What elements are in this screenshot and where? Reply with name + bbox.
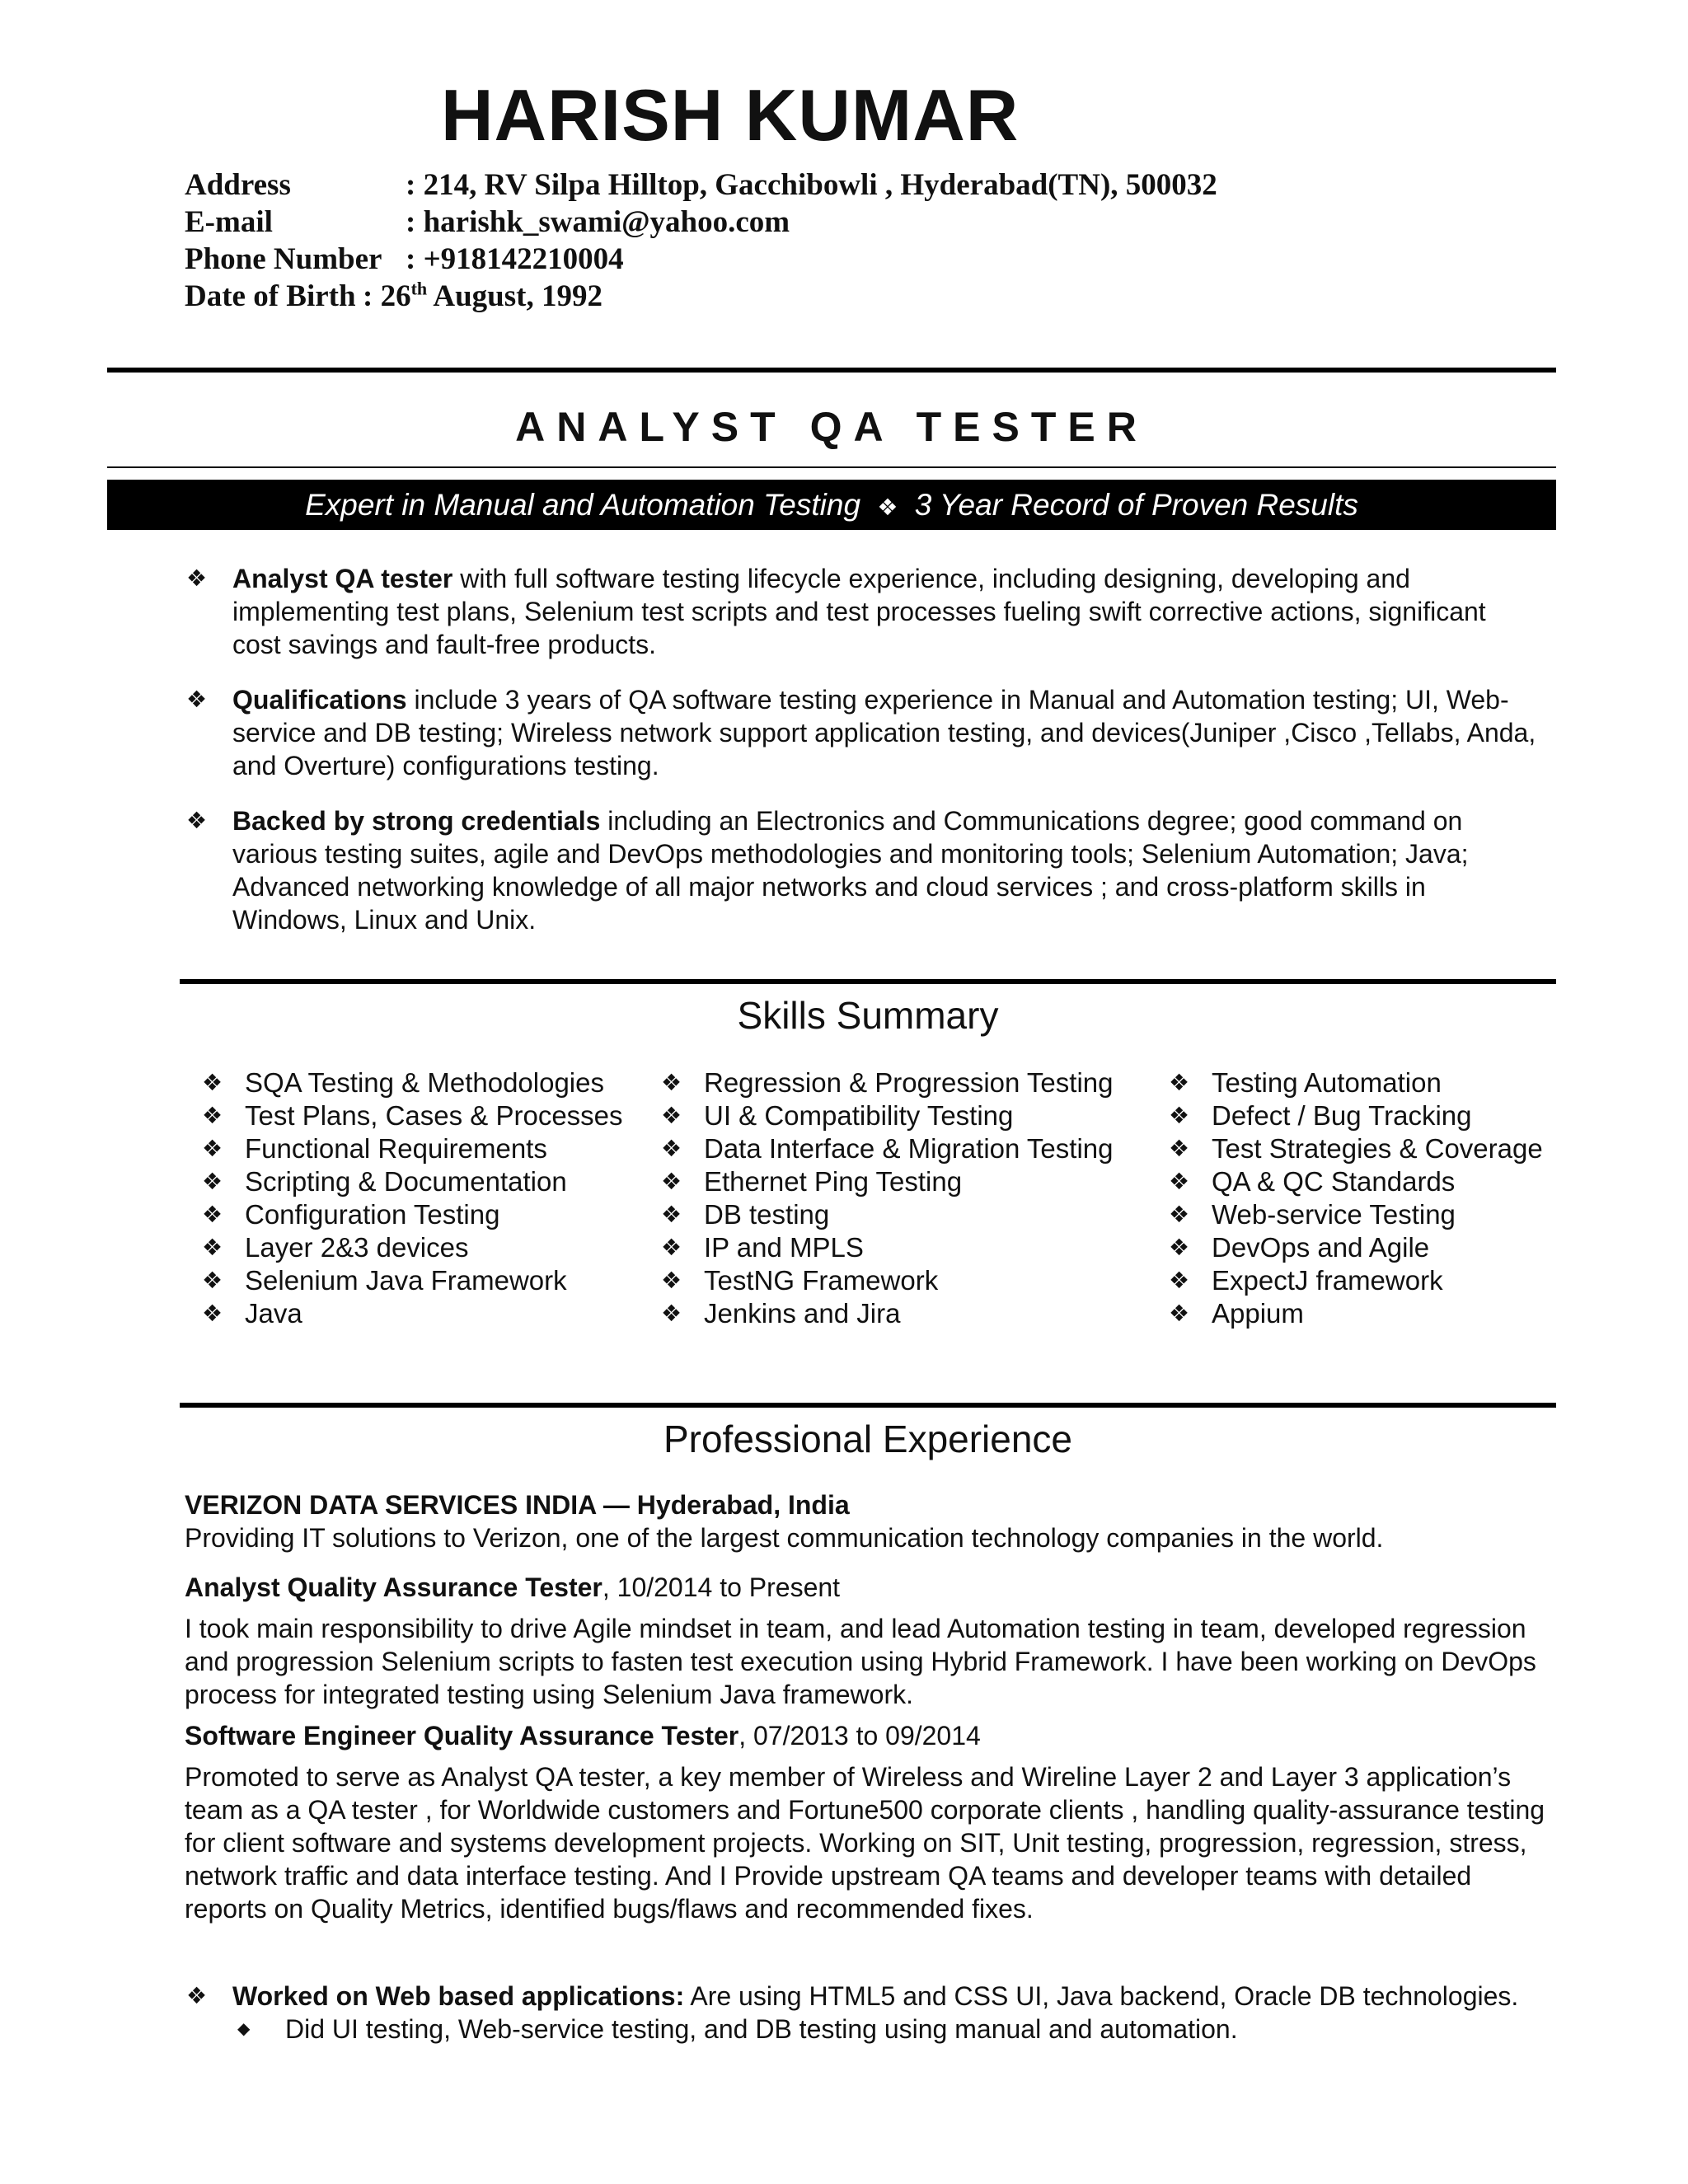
skill-item (202, 1198, 623, 1231)
diamond-bullet-icon: ❖ (1169, 1136, 1190, 1161)
skill-label: Regression & Progression Testing (704, 1067, 1114, 1098)
skill-item (1169, 1165, 1543, 1198)
skill-label: TestNG Framework (704, 1265, 939, 1296)
skills-divider (180, 979, 1556, 984)
diamond-bullet-icon: ❖ (661, 1136, 682, 1161)
diamond-bullet-icon: ❖ (1169, 1301, 1190, 1326)
skill-label: Test Plans, Cases & Processes (245, 1100, 623, 1131)
skill-item (1169, 1264, 1543, 1297)
skill-label: Jenkins and Jira (704, 1298, 901, 1329)
summary-item-lead: Qualifications (232, 685, 407, 715)
role-title: Analyst Quality Assurance Tester (185, 1572, 603, 1602)
role-dates: , 07/2013 to 09/2014 (738, 1721, 981, 1750)
skill-label: Functional Requirements (245, 1133, 547, 1164)
contact-value: : 214, RV Silpa Hilltop, Gacchibowli , Hyderabad(TN), 500032 (406, 168, 1217, 202)
skill-label: ExpectJ framework (1212, 1265, 1443, 1296)
skill-item (661, 1264, 1113, 1297)
skill-item (202, 1066, 623, 1099)
dob-month-year: August, 1992 (427, 279, 603, 313)
skill-item (1169, 1099, 1543, 1132)
diamond-bullet-icon: ❖ (661, 1070, 682, 1095)
web-apps-lead: Worked on Web based applications: (232, 1981, 685, 2011)
dob-suffix: th (410, 278, 428, 299)
role-heading (185, 1719, 1553, 1752)
skill-item (661, 1297, 1113, 1330)
role-title: Software Engineer Quality Assurance Tester (185, 1721, 739, 1750)
small-diamond-bullet-icon: ◆ (237, 2020, 251, 2038)
diamond-bullet-icon: ❖ (661, 1301, 682, 1326)
contact-value (363, 278, 603, 315)
experience-section-title: Professional Experience (663, 1418, 1073, 1460)
title-divider (107, 466, 1556, 468)
diamond-bullet-icon: ❖ (661, 1169, 682, 1194)
skill-label: Layer 2&3 devices (245, 1232, 469, 1263)
skill-item (202, 1264, 623, 1297)
skill-item (202, 1132, 623, 1165)
contact-value: : +918142210004 (406, 242, 624, 276)
contact-value: : harishk_swami@yahoo.com (406, 205, 790, 239)
diamond-bullet-icon: ❖ (661, 1235, 682, 1260)
experience-block (185, 1488, 1553, 1925)
contact-label: Phone Number (185, 242, 382, 276)
diamond-bullet-icon: ❖ (202, 1103, 223, 1128)
banner-right: 3 Year Record of Proven Results (914, 488, 1358, 522)
skill-item (1169, 1132, 1543, 1165)
skill-label: DevOps and Agile (1212, 1232, 1430, 1263)
diamond-bullet-icon: ❖ (1169, 1235, 1190, 1260)
skill-label: UI & Compatibility Testing (704, 1100, 1014, 1131)
summary-item-lead: Analyst QA tester (232, 564, 453, 593)
skill-item (202, 1297, 623, 1330)
dob-day: : 26 (363, 279, 411, 313)
summary-list (186, 562, 1538, 958)
contact-label: Date of Birth (185, 279, 356, 313)
skill-label: Scripting & Documentation (245, 1166, 567, 1197)
skill-label: QA & QC Standards (1212, 1166, 1456, 1197)
diamond-bullet-icon: ❖ (186, 808, 208, 833)
skill-item (1169, 1066, 1543, 1099)
skill-item (202, 1231, 623, 1264)
tagline-banner (107, 480, 1556, 530)
role-heading (185, 1571, 1553, 1604)
summary-item (186, 683, 1538, 782)
web-apps-item (186, 1980, 1538, 2013)
diamond-bullet-icon: ❖ (1169, 1103, 1190, 1128)
skill-item (661, 1165, 1113, 1198)
header-divider (107, 368, 1556, 373)
skill-label: IP and MPLS (704, 1232, 864, 1263)
skill-label: Test Strategies & Coverage (1212, 1133, 1543, 1164)
skill-label: Defect / Bug Tracking (1212, 1100, 1472, 1131)
skill-label: Java (245, 1298, 302, 1329)
skill-label: Data Interface & Migration Testing (704, 1133, 1114, 1164)
diamond-bullet-icon: ❖ (1169, 1268, 1190, 1293)
skill-item (661, 1066, 1113, 1099)
diamond-bullet-icon: ❖ (1169, 1070, 1190, 1095)
contact-label: E-mail (185, 205, 273, 239)
company-heading: VERIZON DATA SERVICES INDIA — Hyderabad, India (185, 1490, 850, 1520)
diamond-bullet-icon: ❖ (186, 565, 208, 591)
skill-item (1169, 1297, 1543, 1330)
skill-label: Configuration Testing (245, 1199, 500, 1230)
skill-label: Testing Automation (1212, 1067, 1442, 1098)
role-description: I took main responsibility to drive Agile mindset in team, and lead Automation testing in team, developed regression and progression Selenium scripts to fasten test execution using Hybrid Framework. I have been working on DevOps process for integrated testing using Selenium Java framework. (185, 1614, 1536, 1709)
skill-label: Ethernet Ping Testing (704, 1166, 963, 1197)
skills-column-1 (202, 1066, 623, 1330)
skill-item (661, 1132, 1113, 1165)
diamond-bullet-icon: ❖ (661, 1103, 682, 1128)
web-apps-text: Are using HTML5 and CSS UI, Java backend, Oracle DB technologies. (684, 1981, 1519, 2011)
summary-item-lead: Backed by strong credentials (232, 806, 601, 836)
banner-separator-icon: ❖ (877, 494, 898, 520)
company-description: Providing IT solutions to Verizon, one of the largest communication technology companies in the world. (185, 1523, 1384, 1553)
skill-label: Web-service Testing (1212, 1199, 1456, 1230)
skill-item (202, 1165, 623, 1198)
skills-column-2 (661, 1066, 1113, 1330)
contact-label: Address (185, 168, 291, 202)
summary-item-text: include 3 years of QA software testing experience in Manual and Automation testing; UI, Web-service and DB testing; Wireless network support application testing, and devices(Juniper ,Cisco ,Tellabs, Anda, and Overture) configurations testing. (232, 685, 1536, 780)
diamond-bullet-icon: ❖ (202, 1169, 223, 1194)
diamond-bullet-icon: ❖ (661, 1202, 682, 1227)
summary-item-text: including an Electronics and Communications degree; good command on various testing suites, agile and DevOps methodologies and monitoring tools; Selenium Automation; Java; Advanced networking knowledge of all major networks and cloud services ; and cross-platform skills in Windows, Linux and Unix. (232, 806, 1469, 935)
summary-item-text: with full software testing lifecycle experience, including designing, developing and implementing test plans, Selenium test scripts and test processes fueling swift corrective actions, significant cost savings and fault-free products. (232, 564, 1486, 659)
diamond-bullet-icon: ❖ (661, 1268, 682, 1293)
web-apps-subitem (140, 2013, 1538, 2046)
diamond-bullet-icon: ❖ (1169, 1202, 1190, 1227)
skill-item (202, 1099, 623, 1132)
web-apps-subitem-text: Did UI testing, Web-service testing, and DB testing using manual and automation. (285, 2014, 1238, 2044)
diamond-bullet-icon: ❖ (202, 1202, 223, 1227)
diamond-bullet-icon: ❖ (186, 1983, 208, 2008)
diamond-bullet-icon: ❖ (202, 1070, 223, 1095)
diamond-bullet-icon: ❖ (186, 687, 208, 712)
skill-item (661, 1231, 1113, 1264)
skills-section-title: Skills Summary (737, 994, 999, 1037)
diamond-bullet-icon: ❖ (202, 1301, 223, 1326)
skill-label: SQA Testing & Methodologies (245, 1067, 604, 1098)
skill-label: Selenium Java Framework (245, 1265, 567, 1296)
skill-item (661, 1198, 1113, 1231)
diamond-bullet-icon: ❖ (202, 1235, 223, 1260)
skill-label: Appium (1212, 1298, 1304, 1329)
role-title: ANALYST QA TESTER (515, 404, 1148, 450)
web-apps-block (186, 1980, 1538, 2046)
diamond-bullet-icon: ❖ (202, 1268, 223, 1293)
role-dates: , 10/2014 to Present (602, 1572, 841, 1602)
summary-item (186, 562, 1538, 661)
skill-item (1169, 1231, 1543, 1264)
diamond-bullet-icon: ❖ (1169, 1169, 1190, 1194)
skill-item (1169, 1198, 1543, 1231)
skills-column-3 (1169, 1066, 1543, 1330)
role-description: Promoted to serve as Analyst QA tester, a key member of Wireless and Wireline Layer 2 and Layer 3 application’s team as a QA tester , for Worldwide customers and Fortune500 corporate clients , handling quality-assurance testing for client software and systems development projects. Working on SIT, Unit testing, progression, regression, stress, network traffic and data interface testing. And I Provide upstream QA teams and developer teams with detailed reports on Quality Metrics, identified bugs/flaws and recommended fixes. (185, 1762, 1545, 1924)
candidate-name: HARISH KUMAR (441, 74, 1020, 156)
experience-divider (180, 1403, 1556, 1408)
summary-item (186, 804, 1538, 936)
skill-item (661, 1099, 1113, 1132)
banner-left: Expert in Manual and Automation Testing (305, 488, 861, 522)
skill-label: DB testing (704, 1199, 830, 1230)
diamond-bullet-icon: ❖ (202, 1136, 223, 1161)
